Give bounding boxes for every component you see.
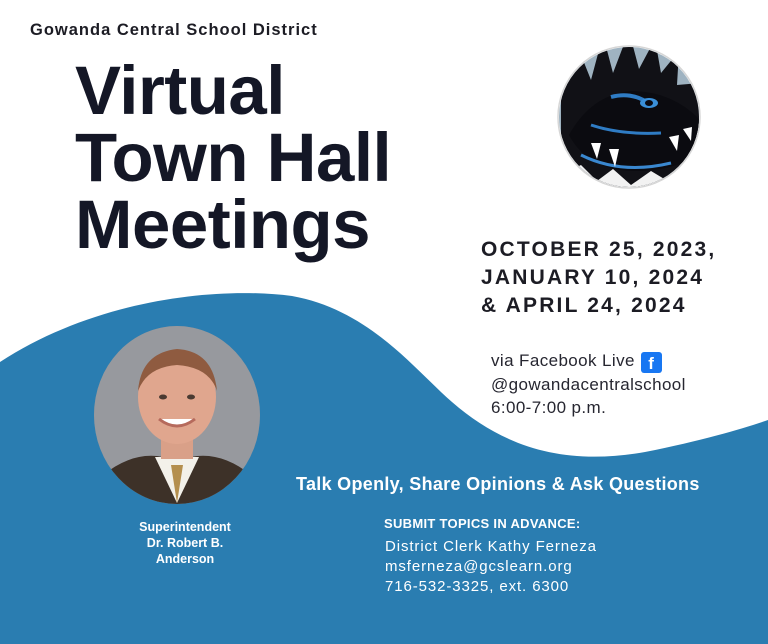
superintendent-name-line-2: Anderson: [155, 552, 215, 566]
broadcast-info: [491, 349, 686, 419]
facebook-handle: @gowandacentralschool: [491, 375, 686, 394]
title-line-2: Town Hall: [75, 119, 392, 196]
facebook-icon[interactable]: f: [641, 352, 662, 373]
tagline: Talk Openly, Share Opinions & Ask Questions: [296, 474, 700, 494]
contact-email[interactable]: msferneza@gcslearn.org: [385, 558, 573, 575]
title-line-3: Meetings: [75, 186, 371, 263]
superintendent-portrait: [93, 325, 261, 505]
date-line-2: JANUARY 10, 2024: [481, 266, 705, 289]
meeting-time: 6:00-7:00 p.m.: [491, 398, 607, 417]
submit-topics-heading: SUBMIT TOPICS IN ADVANCE:: [384, 516, 581, 531]
district-name: Gowanda Central School District: [30, 21, 318, 39]
meeting-dates: [481, 236, 716, 320]
panther-mascot-logo: [551, 25, 711, 190]
contact-name: District Clerk Kathy Ferneza: [385, 538, 597, 555]
page-title: [75, 52, 392, 263]
contact-info: [385, 537, 597, 597]
date-line-1: OCTOBER 25, 2023,: [481, 238, 717, 261]
superintendent-caption: [120, 519, 250, 567]
facebook-live-text: via Facebook Live: [491, 351, 635, 370]
superintendent-name-line-1: Dr. Robert B.: [146, 536, 224, 550]
title-line-1: Virtual: [75, 52, 285, 129]
superintendent-role: Superintendent: [139, 520, 231, 534]
date-line-3: & APRIL 24, 2024: [481, 294, 687, 317]
facebook-live-line: [491, 349, 686, 373]
contact-phone[interactable]: 716-532-3325, ext. 6300: [385, 578, 570, 595]
